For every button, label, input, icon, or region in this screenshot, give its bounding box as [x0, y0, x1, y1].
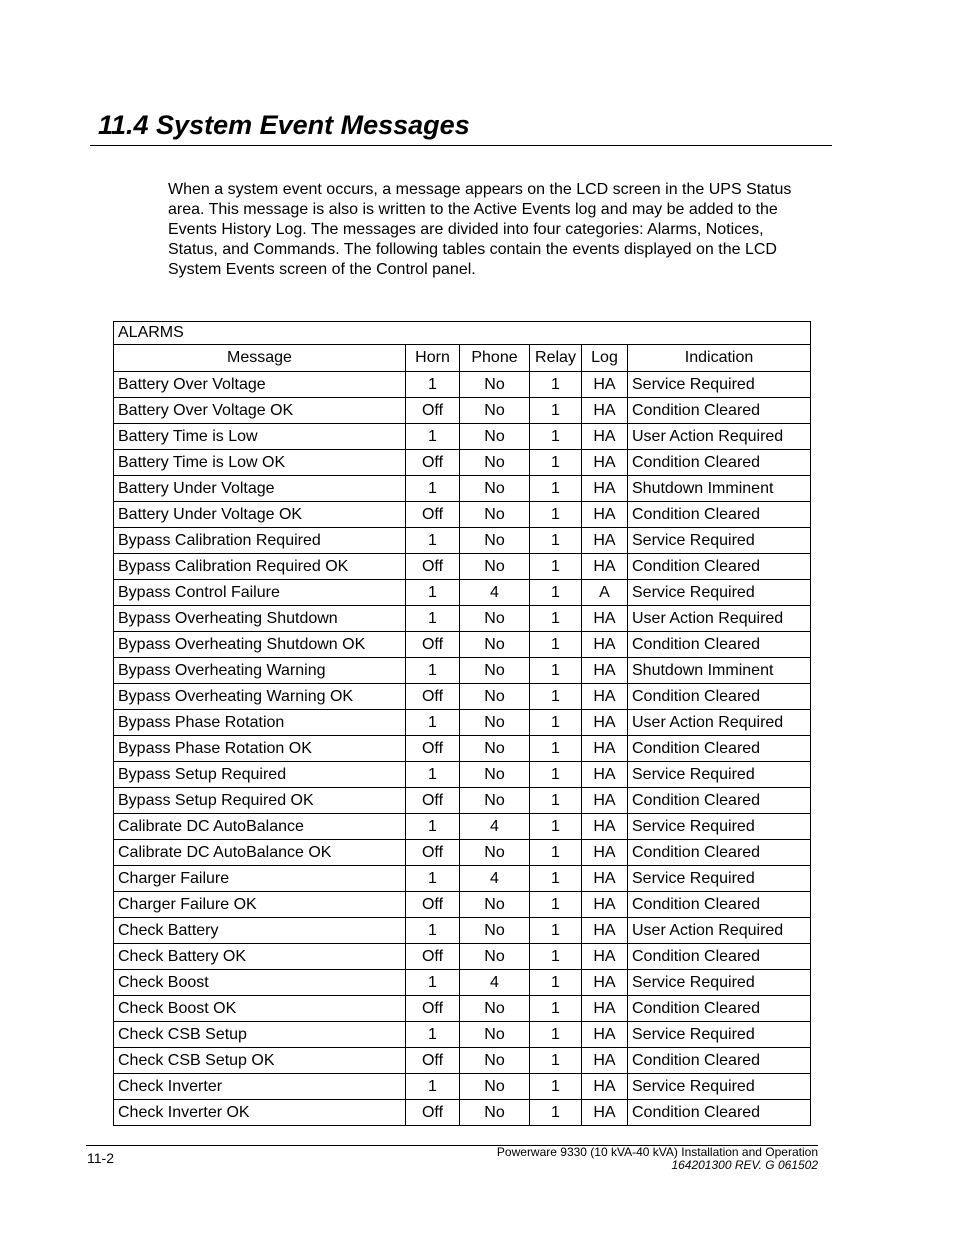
cell-horn: Off	[406, 398, 460, 424]
cell-indication: Condition Cleared	[628, 684, 811, 710]
table-row	[114, 710, 811, 736]
cell-log: HA	[582, 892, 628, 918]
cell-indication: Condition Cleared	[628, 944, 811, 970]
manual-title: Powerware 9330 (10 kVA-40 kVA) Installation and Operation	[496, 1145, 818, 1159]
cell-log: HA	[582, 814, 628, 840]
table-row	[114, 684, 811, 710]
table-row	[114, 788, 811, 814]
cell-log: HA	[582, 788, 628, 814]
cell-phone: No	[460, 1022, 530, 1048]
cell-horn: 1	[406, 866, 460, 892]
cell-relay: 1	[530, 658, 582, 684]
cell-relay: 1	[530, 606, 582, 632]
table-row	[114, 736, 811, 762]
title-divider	[90, 145, 832, 146]
cell-relay: 1	[530, 450, 582, 476]
header-log: Log	[582, 345, 628, 372]
cell-message: Check Inverter OK	[114, 1100, 406, 1126]
cell-phone: No	[460, 554, 530, 580]
table-row	[114, 1074, 811, 1100]
cell-phone: No	[460, 424, 530, 450]
cell-relay: 1	[530, 918, 582, 944]
cell-indication: Service Required	[628, 1074, 811, 1100]
cell-message: Bypass Control Failure	[114, 580, 406, 606]
cell-relay: 1	[530, 736, 582, 762]
table-row	[114, 1048, 811, 1074]
table-row	[114, 1022, 811, 1048]
cell-message: Check CSB Setup OK	[114, 1048, 406, 1074]
cell-indication: Service Required	[628, 1022, 811, 1048]
cell-horn: Off	[406, 632, 460, 658]
cell-message: Battery Time is Low	[114, 424, 406, 450]
cell-relay: 1	[530, 632, 582, 658]
cell-phone: 4	[460, 970, 530, 996]
cell-relay: 1	[530, 580, 582, 606]
cell-relay: 1	[530, 892, 582, 918]
table-row	[114, 554, 811, 580]
table-row	[114, 372, 811, 398]
cell-phone: No	[460, 736, 530, 762]
cell-indication: Service Required	[628, 814, 811, 840]
table-row	[114, 476, 811, 502]
cell-log: HA	[582, 762, 628, 788]
table-row	[114, 580, 811, 606]
table-row	[114, 814, 811, 840]
cell-message: Check CSB Setup	[114, 1022, 406, 1048]
cell-indication: Shutdown Imminent	[628, 476, 811, 502]
cell-message: Bypass Overheating Warning OK	[114, 684, 406, 710]
cell-phone: No	[460, 1100, 530, 1126]
cell-phone: No	[460, 1074, 530, 1100]
cell-phone: No	[460, 944, 530, 970]
cell-indication: Condition Cleared	[628, 398, 811, 424]
cell-horn: Off	[406, 736, 460, 762]
cell-log: HA	[582, 372, 628, 398]
cell-horn: Off	[406, 944, 460, 970]
cell-phone: No	[460, 476, 530, 502]
cell-relay: 1	[530, 554, 582, 580]
alarms-table	[113, 321, 811, 1126]
cell-horn: 1	[406, 1074, 460, 1100]
cell-phone: No	[460, 528, 530, 554]
cell-log: HA	[582, 944, 628, 970]
cell-horn: Off	[406, 996, 460, 1022]
cell-message: Bypass Setup Required	[114, 762, 406, 788]
footer-info	[497, 1146, 818, 1172]
cell-relay: 1	[530, 502, 582, 528]
cell-log: HA	[582, 996, 628, 1022]
table-row	[114, 866, 811, 892]
cell-phone: No	[460, 398, 530, 424]
cell-indication: Shutdown Imminent	[628, 658, 811, 684]
cell-indication: Condition Cleared	[628, 502, 811, 528]
cell-phone: No	[460, 762, 530, 788]
cell-relay: 1	[530, 996, 582, 1022]
cell-indication: User Action Required	[628, 424, 811, 450]
cell-horn: 1	[406, 372, 460, 398]
cell-phone: No	[460, 632, 530, 658]
cell-indication: User Action Required	[628, 918, 811, 944]
header-message: Message	[114, 345, 406, 372]
cell-log: HA	[582, 476, 628, 502]
cell-horn: Off	[406, 502, 460, 528]
cell-phone: No	[460, 710, 530, 736]
cell-message: Check Boost	[114, 970, 406, 996]
table-header-row	[114, 345, 811, 372]
cell-relay: 1	[530, 840, 582, 866]
cell-horn: Off	[406, 892, 460, 918]
header-indication: Indication	[628, 345, 811, 372]
cell-indication: Condition Cleared	[628, 736, 811, 762]
cell-phone: 4	[460, 814, 530, 840]
cell-message: Bypass Calibration Required	[114, 528, 406, 554]
cell-message: Charger Failure OK	[114, 892, 406, 918]
cell-relay: 1	[530, 424, 582, 450]
intro-paragraph: When a system event occurs, a message appears on the LCD screen in the UPS Status area. This message is also is written to the Active Events log and may be added to the Events History Log. The messages are divided into four categories: Alarms, Notices, Status, and Commands. The following tables contain the events displayed on the LCD System Events screen of the Control panel.	[168, 181, 792, 278]
cell-relay: 1	[530, 398, 582, 424]
cell-indication: Condition Cleared	[628, 996, 811, 1022]
cell-message: Bypass Phase Rotation	[114, 710, 406, 736]
cell-horn: Off	[406, 1100, 460, 1126]
cell-message: Battery Under Voltage OK	[114, 502, 406, 528]
cell-log: HA	[582, 710, 628, 736]
cell-message: Check Battery	[114, 918, 406, 944]
cell-indication: Condition Cleared	[628, 788, 811, 814]
cell-relay: 1	[530, 1022, 582, 1048]
header-horn: Horn	[406, 345, 460, 372]
cell-log: HA	[582, 684, 628, 710]
cell-horn: 1	[406, 528, 460, 554]
table-row	[114, 450, 811, 476]
cell-indication: Condition Cleared	[628, 840, 811, 866]
cell-horn: 1	[406, 1022, 460, 1048]
cell-message: Bypass Overheating Shutdown	[114, 606, 406, 632]
cell-indication: Condition Cleared	[628, 450, 811, 476]
header-relay: Relay	[530, 345, 582, 372]
header-phone: Phone	[460, 345, 530, 372]
cell-indication: Condition Cleared	[628, 632, 811, 658]
cell-relay: 1	[530, 710, 582, 736]
cell-phone: No	[460, 684, 530, 710]
cell-message: Check Boost OK	[114, 996, 406, 1022]
cell-log: HA	[582, 1100, 628, 1126]
table-row	[114, 658, 811, 684]
cell-log: HA	[582, 606, 628, 632]
cell-horn: Off	[406, 1048, 460, 1074]
cell-horn: 1	[406, 476, 460, 502]
cell-log: HA	[582, 970, 628, 996]
table-row	[114, 1100, 811, 1126]
cell-message: Calibrate DC AutoBalance	[114, 814, 406, 840]
cell-horn: 1	[406, 710, 460, 736]
cell-message: Battery Time is Low OK	[114, 450, 406, 476]
cell-log: HA	[582, 398, 628, 424]
cell-message: Bypass Calibration Required OK	[114, 554, 406, 580]
cell-message: Bypass Overheating Warning	[114, 658, 406, 684]
table-row	[114, 398, 811, 424]
page-number: 11-2	[87, 1150, 114, 1166]
cell-log: HA	[582, 632, 628, 658]
cell-message: Battery Over Voltage	[114, 372, 406, 398]
cell-log: HA	[582, 502, 628, 528]
cell-relay: 1	[530, 528, 582, 554]
table-row	[114, 762, 811, 788]
cell-phone: No	[460, 450, 530, 476]
table-row	[114, 970, 811, 996]
cell-log: A	[582, 580, 628, 606]
cell-phone: No	[460, 840, 530, 866]
cell-horn: 1	[406, 658, 460, 684]
cell-indication: Service Required	[628, 528, 811, 554]
cell-phone: 4	[460, 866, 530, 892]
cell-relay: 1	[530, 944, 582, 970]
cell-horn: 1	[406, 424, 460, 450]
cell-phone: No	[460, 606, 530, 632]
cell-log: HA	[582, 1022, 628, 1048]
cell-phone: 4	[460, 580, 530, 606]
table-row	[114, 840, 811, 866]
cell-indication: Service Required	[628, 762, 811, 788]
cell-phone: No	[460, 788, 530, 814]
cell-horn: Off	[406, 554, 460, 580]
cell-phone: No	[460, 918, 530, 944]
cell-horn: 1	[406, 762, 460, 788]
cell-log: HA	[582, 866, 628, 892]
cell-log: HA	[582, 424, 628, 450]
table-row	[114, 996, 811, 1022]
cell-phone: No	[460, 1048, 530, 1074]
cell-indication: Service Required	[628, 970, 811, 996]
cell-indication: Service Required	[628, 580, 811, 606]
table-row	[114, 944, 811, 970]
cell-log: HA	[582, 1048, 628, 1074]
doc-number: 164201300 REV. G 061502	[671, 1158, 818, 1172]
cell-indication: Condition Cleared	[628, 892, 811, 918]
cell-log: HA	[582, 918, 628, 944]
cell-indication: Service Required	[628, 372, 811, 398]
cell-horn: 1	[406, 970, 460, 996]
cell-relay: 1	[530, 1048, 582, 1074]
cell-message: Bypass Setup Required OK	[114, 788, 406, 814]
table-row	[114, 502, 811, 528]
table-category-label: ALARMS	[114, 322, 811, 345]
cell-log: HA	[582, 840, 628, 866]
cell-relay: 1	[530, 1100, 582, 1126]
cell-relay: 1	[530, 476, 582, 502]
cell-phone: No	[460, 372, 530, 398]
cell-relay: 1	[530, 762, 582, 788]
cell-indication: Condition Cleared	[628, 1048, 811, 1074]
table-row	[114, 918, 811, 944]
cell-horn: Off	[406, 450, 460, 476]
cell-indication: User Action Required	[628, 606, 811, 632]
cell-relay: 1	[530, 866, 582, 892]
cell-horn: 1	[406, 606, 460, 632]
cell-phone: No	[460, 892, 530, 918]
cell-message: Bypass Phase Rotation OK	[114, 736, 406, 762]
cell-horn: Off	[406, 788, 460, 814]
table-row	[114, 632, 811, 658]
cell-horn: 1	[406, 814, 460, 840]
table-row	[114, 528, 811, 554]
table-row	[114, 892, 811, 918]
section-title: 11.4 System Event Messages	[98, 110, 470, 140]
cell-relay: 1	[530, 684, 582, 710]
cell-relay: 1	[530, 788, 582, 814]
cell-indication: User Action Required	[628, 710, 811, 736]
cell-log: HA	[582, 450, 628, 476]
cell-message: Bypass Overheating Shutdown OK	[114, 632, 406, 658]
cell-horn: Off	[406, 840, 460, 866]
table-row	[114, 424, 811, 450]
cell-relay: 1	[530, 814, 582, 840]
cell-indication: Condition Cleared	[628, 554, 811, 580]
cell-message: Battery Under Voltage	[114, 476, 406, 502]
cell-log: HA	[582, 528, 628, 554]
cell-message: Check Inverter	[114, 1074, 406, 1100]
cell-horn: Off	[406, 684, 460, 710]
cell-indication: Service Required	[628, 866, 811, 892]
cell-phone: No	[460, 996, 530, 1022]
cell-indication: Condition Cleared	[628, 1100, 811, 1126]
cell-message: Battery Over Voltage OK	[114, 398, 406, 424]
cell-relay: 1	[530, 970, 582, 996]
cell-horn: 1	[406, 918, 460, 944]
table-row	[114, 606, 811, 632]
cell-horn: 1	[406, 580, 460, 606]
cell-message: Calibrate DC AutoBalance OK	[114, 840, 406, 866]
cell-message: Charger Failure	[114, 866, 406, 892]
cell-log: HA	[582, 658, 628, 684]
cell-phone: No	[460, 658, 530, 684]
cell-phone: No	[460, 502, 530, 528]
cell-relay: 1	[530, 372, 582, 398]
table-category-row	[114, 322, 811, 345]
cell-log: HA	[582, 554, 628, 580]
cell-log: HA	[582, 736, 628, 762]
cell-relay: 1	[530, 1074, 582, 1100]
cell-log: HA	[582, 1074, 628, 1100]
cell-message: Check Battery OK	[114, 944, 406, 970]
